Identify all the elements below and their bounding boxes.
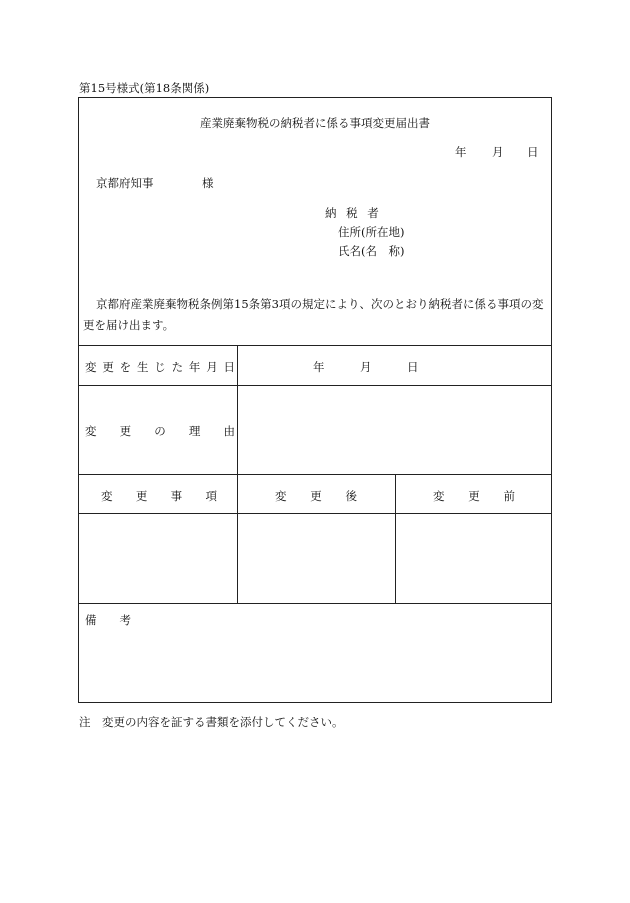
form-number: 第15号様式(第18条関係) bbox=[79, 81, 210, 95]
footnote: 注 変更の内容を証する書類を添付してください。 bbox=[79, 715, 344, 729]
table-rule bbox=[79, 345, 551, 346]
change-date-label: 変 更 を 生 じ た 年 月 日 bbox=[85, 360, 235, 374]
taxpayer-label: 納 税 者 bbox=[325, 206, 379, 220]
table-rule bbox=[79, 385, 551, 386]
table-rule bbox=[79, 513, 551, 514]
table-column-divider bbox=[237, 345, 238, 603]
form-title: 産業廃棄物税の納税者に係る事項変更届出書 bbox=[200, 116, 430, 130]
taxpayer-address-label: 住所(所在地) bbox=[338, 225, 405, 239]
submission-date-day: 日 bbox=[527, 145, 539, 159]
change-reason-label: 変 更 の 理 由 bbox=[85, 424, 235, 438]
table-column-divider bbox=[395, 474, 396, 603]
addressee-honorific: 様 bbox=[202, 176, 214, 190]
addressee-name: 京都府知事 bbox=[96, 176, 154, 190]
table-rule bbox=[79, 474, 551, 475]
form-frame bbox=[78, 97, 552, 703]
change-date-year: 年 bbox=[313, 360, 325, 374]
statement-text: 京都府産業廃棄物税条例第15条第3項の規定により、次のとおり納税者に係る事項の変更を届け出ます。 bbox=[83, 297, 544, 332]
submission-date-month: 月 bbox=[492, 145, 504, 159]
change-items-header: 変 更 事 項 bbox=[101, 489, 217, 503]
table-rule bbox=[79, 603, 551, 604]
submission-date-year: 年 bbox=[455, 145, 467, 159]
change-date-day: 日 bbox=[407, 360, 419, 374]
taxpayer-name-label: 氏名(名 称) bbox=[338, 244, 405, 258]
after-change-header: 変 更 後 bbox=[275, 489, 357, 503]
before-change-header: 変 更 前 bbox=[433, 489, 515, 503]
remarks-label: 備 考 bbox=[85, 613, 131, 627]
change-date-month: 月 bbox=[360, 360, 372, 374]
